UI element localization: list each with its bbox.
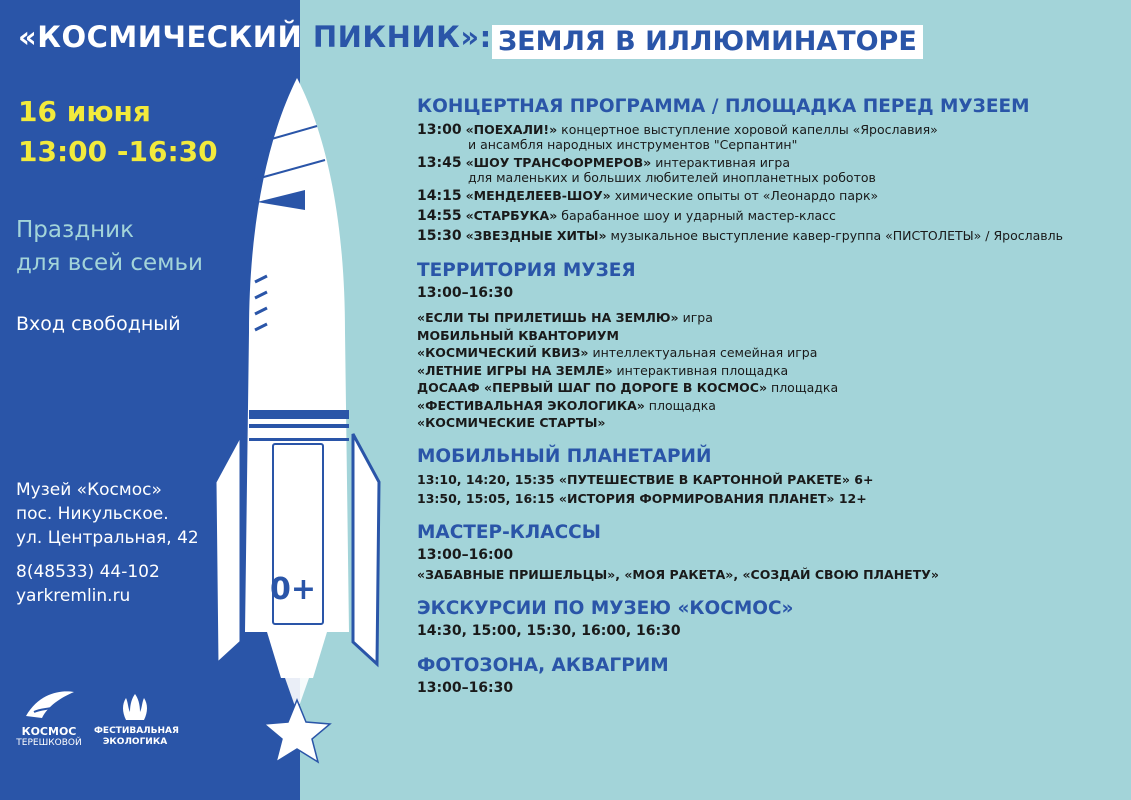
star-icon [264,700,330,762]
section-title: МАСТЕР-КЛАССЫ [417,521,601,543]
program-item [417,327,1117,345]
section-planetarium [417,444,1117,508]
program-item [417,226,1117,246]
section-title: КОНЦЕРТНАЯ ПРОГРАММА / ПЛОЩАДКА ПЕРЕД МУЗЕЕМ [417,96,1030,117]
rocket-illustration [205,72,395,772]
venue-street: ул. Центральная, 42 [16,528,199,548]
program-item [417,379,1117,397]
slogan-line: Праздник [16,217,134,243]
item-name: «ЛЕТНИЕ ИГРЫ НА ЗЕМЛЕ» [417,362,613,378]
item-time: 13:45 [417,155,462,171]
item-name: «ЕСЛИ ТЫ ПРИЛЕТИШЬ НА ЗЕМЛЮ» [417,310,679,325]
section-time: 14:30, 15:00, 15:30, 16:00, 16:30 [417,622,681,639]
item-name: «СТАРБУКА» [465,208,558,223]
venue-contacts [16,560,160,608]
section-masterclasses [417,520,1117,584]
program-item [417,309,1117,327]
item-name: «МЕНДЕЛЕЕВ-ШОУ» [465,188,611,203]
item-name: «ЗВЕЗДНЫЕ ХИТЫ» [465,228,607,243]
item-desc-cont: для маленьких и больших любителей инопланетных роботов [468,170,876,185]
section-time: 13:00–16:00 [417,546,514,563]
poster-subtitle: ЗЕМЛЯ В ИЛЛЮМИНАТОРЕ [492,25,923,59]
section-title: ТЕРРИТОРИЯ МУЗЕЯ [417,260,636,281]
item-desc-cont: и ансамбля народных инструментов "Серпантин" [468,137,798,152]
hands-icon [118,692,152,722]
item-desc: интерактивная площадка [612,362,789,378]
section-time: 13:00–16:30 [417,679,514,696]
title-part-2: ПИКНИК»: [312,20,492,54]
event-date: 16 июня [18,95,151,128]
eco-logo [94,692,179,748]
item-desc: барабанное шоу и ударный мастер-класс [557,208,836,223]
item-age: 12+ [834,490,867,506]
item-name: МОБИЛЬНЫЙ КВАНТОРИУМ [417,327,619,343]
program-item [417,362,1117,380]
item-desc: концертное выступление хоровой капеллы «Ярославия» [557,122,938,137]
item-name: «КОСМИЧЕСКИЙ КВИЗ» [417,345,589,360]
program-item [417,186,1117,206]
item-desc: площадка [767,380,839,395]
eco-logo-line: ФЕСТИВАЛЬНАЯ [94,726,179,736]
program-item [417,397,1117,415]
age-rating: 0+ [269,572,316,607]
item-time: 13:00 [417,122,462,138]
item-desc: интеллектуальная семейная игра [588,345,818,360]
item-desc: игра [678,310,713,325]
section-time: 13:00–16:30 [417,285,514,301]
rocket-nozzle [267,632,327,678]
event-time: 13:00 -16:30 [18,135,218,168]
section-title: МОБИЛЬНЫЙ ПЛАНЕТАРИЙ [417,445,712,467]
event-slogan [16,214,203,280]
section-concert [417,94,1117,246]
rocket-body [245,78,349,632]
program-item [417,206,1117,226]
item-time: 14:15 [417,188,462,204]
rocket-fin-right [353,434,379,664]
section-title: ФОТОЗОНА, АКВАГРИМ [417,654,669,676]
section-territory [417,258,1117,432]
entry-info: Вход свободный [16,313,181,335]
venue-village: пос. Никульское. [16,504,169,524]
program-item [417,414,1117,432]
program-item: «ЗАБАВНЫЕ ПРИШЕЛЬЦЫ», «МОЯ РАКЕТА», «СОЗДАЙ СВОЮ ПЛАНЕТУ» [417,566,939,582]
kosmos-logo [14,688,84,748]
venue-website[interactable]: yarkremlin.ru [16,586,131,606]
program-item [417,344,1117,362]
rocket-band [249,410,349,419]
rocket-fin-left [215,434,241,664]
rocket-band [249,424,349,428]
item-name: «КОСМИЧЕСКИЕ СТАРТЫ» [417,415,606,430]
rocket-band [249,438,349,441]
venue-name: Музей «Космос» [16,480,162,500]
kosmos-logo-sub: ТЕРЕШКОВОЙ [16,738,82,748]
item-name: 13:10, 14:20, 15:35 «ПУТЕШЕСТВИЕ В КАРТОННОЙ РАКЕТЕ» [417,471,850,487]
kosmos-logo-name: КОСМОС [21,725,77,738]
program [417,94,1117,710]
poster-title [18,20,492,54]
venue-address [16,478,199,550]
program-item [417,489,1117,508]
item-desc: интерактивная игра [651,155,791,170]
kosmos-emblem-icon [22,688,76,722]
item-name: «ШОУ ТРАНСФОРМЕРОВ» [465,155,652,170]
item-age: 6+ [849,471,874,487]
item-desc: химические опыты от «Леонардо парк» [610,188,879,203]
item-time: 15:30 [417,228,462,244]
item-desc: площадка [644,397,716,413]
item-name: 13:50, 15:05, 16:15 «ИСТОРИЯ ФОРМИРОВАНИЯ ПЛАНЕТ» [417,490,835,506]
item-desc: музыкальное выступление кавер-группа «ПИСТОЛЕТЫ» / Ярославль [606,228,1064,243]
item-name: ДОСААФ «ПЕРВЫЙ ШАГ ПО ДОРОГЕ В КОСМОС» [417,380,768,395]
venue-phone: 8(48533) 44-102 [16,562,160,582]
slogan-line: для всей семьи [16,250,204,276]
eco-logo-line: ЭКОЛОГИКА [102,737,168,747]
program-item [417,470,1117,489]
item-name: «ПОЕХАЛИ!» [465,122,558,137]
section-photo [417,653,1117,698]
item-name: «ФЕСТИВАЛЬНАЯ ЭКОЛОГИКА» [417,397,645,413]
section-title: ЭКСКУРСИИ ПО МУЗЕЮ «КОСМОС» [417,597,794,619]
title-part-1: «КОСМИЧЕСКИЙ [18,20,313,54]
event-datetime [18,92,218,172]
item-time: 14:55 [417,208,462,224]
section-tours [417,596,1117,641]
